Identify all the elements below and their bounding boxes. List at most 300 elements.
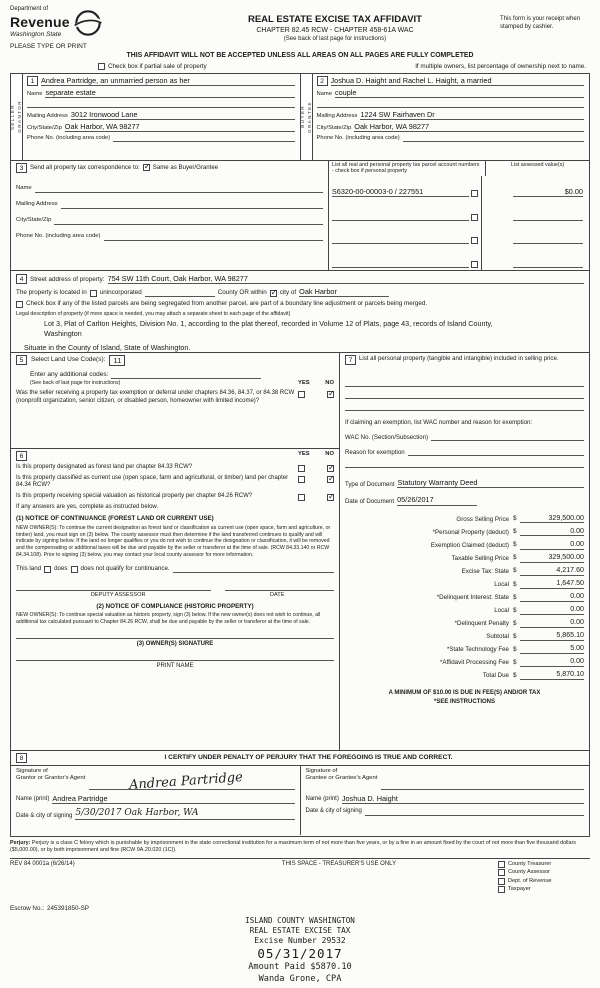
grantor-signature-handwriting: Andrea Partridge [128,770,244,794]
seller-phone-field[interactable] [113,134,294,142]
located-in-label: The property is located in [16,289,87,297]
dollar-sign: $ [513,645,517,653]
stamp-amount-paid: Amount Paid $5870.10 [248,962,352,973]
notice-continuance-text: NEW OWNER(S): To continue the current designation as forest land or classification as current use (open space, farm and agriculture, or timber) land, you must sign on (3) below. The county assessor must then determine if the land transferred continues to qualify and will indicate by signing below. If the land no longer qualifies or you do not wish to continue the designation or classification, it will be removed and the compensating or additional taxes will be due and payable by the seller or transferor at the time of sale. (RCW 84.33.140 or RCW 84.34.108). Prior to signing (3) below, you may contact your local county assessor for more information. [16,524,331,558]
parties-row [10,73,590,161]
agency-logo-row [10,6,170,39]
seller-csz-row [27,122,295,132]
money-row-subtotal [345,631,584,641]
deputy-assessor-signature-field[interactable] [16,583,211,591]
corr-phone-label: Phone No. (including area code) [16,233,101,240]
money-row-exemption [345,540,584,550]
delinquent-interest-local-label: Local [494,607,509,614]
additional-codes-field[interactable] [111,371,261,379]
stamp-county-line: ISLAND COUNTY WASHINGTON [245,916,355,925]
date-label: DATE [269,591,285,598]
corr-phone-field[interactable] [104,233,323,241]
if-yes-note: If any answers are yes, complete as instructed below. [16,503,159,510]
county-or-within-label: County OR within [217,289,267,297]
qualify-pre-label: This land [16,564,42,572]
date-of-document-field[interactable]: 05/26/2017 [397,495,477,505]
grantor-agent-label: Grantor or Grantor's Agent [16,775,86,782]
grantor-signature-labels [16,768,85,790]
seller-side-label [11,74,23,160]
city-checkbox[interactable] [270,290,277,297]
deferral-no-checkbox[interactable] [327,391,334,398]
exemption-claimed-value[interactable]: 0.00 [520,540,584,550]
taxpayer-option [498,886,590,893]
treasurer-stamp [0,916,600,985]
land-designation-section [10,449,340,751]
current-use-no-checkbox[interactable] [327,476,334,483]
partial-sale-checkbox[interactable] [98,63,105,70]
land-use-section [10,353,340,449]
reason-label: Reason for exemption [345,448,405,456]
parcel-number-field[interactable] [332,236,470,244]
segregated-label: Check box if any of the listed parcels are being segregated from another parcel, are part of a boundary line adjustment or parcels being merged. [26,299,428,307]
grantor-date-city-row [16,808,295,820]
deputy-assessor-label: DEPUTY ASSESSOR [90,591,146,598]
certify-row [11,751,589,766]
parcel-headers-row [329,161,589,176]
assessed-value-field[interactable]: $0.00 [513,187,583,197]
deferral-answer-boxes [298,390,334,398]
money-row-delinquent-penalty [345,618,584,628]
excise-tax-state-value[interactable]: 4,217.60 [520,566,584,576]
personal-property-checkbox[interactable] [471,261,478,268]
escrow-row [10,905,590,913]
forest-no-checkbox[interactable] [327,465,334,472]
send-correspondence-label: Send all property tax correspondence to: [30,163,140,171]
seller-csz-field[interactable]: Oak Harbor, WA 98277 [65,122,295,132]
partial-sale-label: Check box if partial sale of property [108,62,207,70]
grantor-signature-field[interactable] [89,768,294,794]
section-8-number: 8 [16,753,27,763]
buyer-name-extra-row [317,100,585,108]
seller-name-row [27,76,295,86]
grantee-date-city-field[interactable] [365,808,584,816]
seller-mailing-label: Mailing Address [27,112,68,119]
land-use-label: Select Land Use Code(s): [31,356,106,364]
delinquent-interest-local-value[interactable]: 0.00 [520,605,584,615]
money-row-processing-fee [345,657,584,667]
county-name-field[interactable] [145,289,215,297]
taxable-selling-price-value[interactable]: 329,500.00 [520,553,584,563]
wac-row [345,433,584,441]
parcel-number-cell [329,199,482,223]
does-not-label: does not qualify for continuance. [80,564,170,572]
buyer-name-field[interactable]: Joshua D. Haight and Rachel L. Haight, a married [331,76,585,86]
unincorporated-checkbox[interactable] [90,290,97,297]
grantor-name-row [16,794,295,804]
middle-columns [10,353,590,751]
grantee-signature-column [300,766,590,835]
seller-name-extra-field[interactable] [27,100,295,108]
buyer-side-label [301,74,313,160]
name-print-label: Name (print) [305,796,339,803]
county-assessor-option [498,869,590,876]
section-4-number: 4 [16,274,27,284]
grantee-agent-label: Grantee or Grantee's Agent [305,775,378,782]
agency-state-label: Washington State [10,31,62,38]
date-city-label: Date & city of signing [16,812,73,819]
additional-codes-row [30,371,334,379]
money-row-delinquent-interest-local [345,605,584,615]
wac-field[interactable] [431,433,584,441]
assessed-value-cell [481,246,589,270]
land-use-row [16,355,334,366]
owner-signature-field[interactable] [16,638,334,639]
section-1-number: 1 [27,76,38,86]
seller-mailing-field[interactable]: 3012 Ironwood Lane [71,110,295,120]
please-type-or-print-note: PLEASE TYPE OR PRINT [10,43,87,51]
seller-name-field[interactable]: Andrea Partridge, an unmarried person as her [41,76,295,86]
money-row-excise-local [345,579,584,589]
corr-name-field[interactable] [35,185,323,193]
parcel-number-field[interactable] [332,260,470,268]
excise-tax-state-label: Excise Tax: State [461,567,509,575]
see-back-note: (See back of last page for instructions) [30,380,121,387]
legal-description-value[interactable]: Lot 3, Plat of Carlton Heights, Division No. 1, according to the plat thereof, recorded in Volume 12 of Plats, page 43, records of Island County, Washington [44,319,493,339]
exemption-claimed-label: Exemption Claimed (deduct) [430,541,509,549]
stamp-cashier-name: Wanda Grone, CPA [258,973,342,984]
corr-csz-field[interactable] [54,217,323,225]
buyer-csz-field[interactable]: Oak Harbor, WA 98277 [354,122,584,132]
dollar-sign: $ [513,515,517,523]
personal-property-checkbox[interactable] [471,214,478,221]
taxable-selling-price-label: Taxable Selling Price [451,554,509,562]
grantee-signature-row [306,768,585,790]
corr-mailing-row [16,201,323,209]
owners-signature-label: (3) OWNER(S) SIGNATURE [136,640,214,647]
qualify-blank-field[interactable] [173,565,334,573]
left-column [10,353,340,751]
parcel-number-field[interactable]: S6320-00-00003-0 / 227551 [332,187,470,197]
dept-of-revenue-option [498,878,590,885]
minimum-fee-note [345,689,584,706]
additional-codes-label: Enter any additional codes: [30,371,109,379]
buyer-phone-field[interactable] [403,134,584,142]
does-not-checkbox[interactable] [71,566,78,573]
grantee-date-city-row [306,808,585,816]
agency-dept-of-label: Department of [10,6,49,12]
situate-line: Situate in the County of Island, State of Washington. [24,342,191,352]
reason-extra-field[interactable] [345,456,584,468]
stamp-excise-number: Excise Number 29532 [254,935,346,945]
current-use-yes-checkbox[interactable] [298,476,305,483]
forest-yes-checkbox[interactable] [298,465,305,472]
dollar-sign: $ [513,606,517,614]
forest-land-answers [298,464,334,472]
seller-fields [23,74,300,160]
multiple-owners-note: If multiple owners, list percentage of ownership next to name. [415,62,586,70]
deputy-assessor-date-field[interactable] [225,583,334,591]
assessed-value-field[interactable] [513,236,583,244]
corr-phone-row [16,233,323,241]
seller-name-label: Name [27,90,43,97]
historic-yes-checkbox[interactable] [298,494,305,501]
yes-label: YES [298,380,310,387]
parcel-row [329,223,589,247]
form-header [10,6,590,51]
does-checkbox[interactable] [44,566,51,573]
notice-continuance-title: (1) NOTICE OF CONTINUANCE (FOREST LAND OR CURRENT USE) [16,515,214,523]
subtotal-label: Subtotal [486,633,509,641]
section-6-header-row [16,451,334,461]
delinquent-penalty-value[interactable]: 0.00 [520,618,584,628]
seller-name-field-2[interactable]: separate estate [45,88,294,98]
deferral-question-text: Was the seller receiving a property tax exemption or deferral under chapters 84.36, 84.37, or 84.38 RCW (nonprofit organization, senior citizen, or disabled person, homeowner with limited income)? [16,390,295,404]
street-address-row [16,274,584,284]
see-instructions-note: (See back of last page for instructions) [283,35,387,42]
buyer-csz-label: City/State/Zip [316,124,352,131]
assessed-value-field[interactable] [513,213,583,221]
perjury-label: Perjury: [10,839,31,846]
money-row-excise-state [345,566,584,576]
grantee-name-field[interactable]: Joshua D. Haight [342,794,584,804]
personal-property-deduct-label: *Personal Property (deduct) [432,528,509,536]
parcel-row [329,199,589,223]
name-print-label: Name (print) [16,796,50,803]
receipt-note: This form is your receipt when stamped by cashier. [500,16,581,30]
assessed-value-cell [481,199,589,223]
corr-csz-label: City/State/Zip [16,217,52,224]
seller-side-word-1: SELLER [10,103,16,130]
date-city-label: Date & city of signing [305,808,362,815]
money-row-taxable [345,553,584,563]
buyer-mailing-label: Mailing Address [316,112,358,119]
parcel-number-cell [329,246,482,270]
personal-property-deduct-value[interactable]: 0.00 [520,527,584,537]
type-of-document-row [345,478,584,488]
excise-tax-local-label: Local [494,580,509,588]
city-of-label: city of [279,289,297,297]
personal-property-field[interactable] [345,387,584,399]
right-column [340,353,590,751]
escrow-value: 245391850-SP [46,904,89,912]
property-location-section [10,271,590,353]
send-correspondence-row [16,163,323,173]
dollar-sign: $ [513,671,517,679]
signature-of-label: Signature of [305,767,338,774]
parcel-number-field[interactable] [332,213,470,221]
seller-name-extra-row [27,100,295,108]
state-technology-fee-value[interactable]: 5.00 [520,644,584,654]
print-name-field[interactable] [16,660,334,661]
city-name-field[interactable]: Oak Harbor [299,287,389,297]
dollar-sign: $ [513,567,517,575]
reason-field[interactable] [408,448,584,456]
corr-name-label: Name [16,185,32,192]
section-3-number: 3 [16,163,27,173]
yes-no-header [298,451,334,458]
grantor-signature-row [16,767,295,794]
acceptance-warning: THIS AFFIDAVIT WILL NOT BE ACCEPTED UNLESS ALL AREAS ON ALL PAGES ARE FULLY COMPLETED [126,52,474,60]
buyer-side-word-2: GRANTEE [306,100,312,133]
exemption-note: If claiming an exemption, list WAC number and reason for exemption: [345,418,533,426]
see-instructions-text: *SEE INSTRUCTIONS [433,698,495,705]
unincorporated-label: unincorporated [99,289,142,297]
agency-text [10,6,70,39]
money-row-total-due [345,670,584,680]
total-due-value[interactable]: 5,870.10 [520,670,584,680]
corr-csz-row [16,217,323,225]
agency-name: Revenue [10,13,70,30]
treasurer-space-label: THIS SPACE - TREASURER'S USE ONLY [281,860,397,867]
taxpayer-checkbox[interactable] [498,886,505,893]
personal-property-field[interactable] [345,399,584,411]
forest-land-question-row [16,464,334,472]
certify-statement: I CERTIFY UNDER PENALTY OF PERJURY THAT THE FOREGOING IS TRUE AND CORRECT. [164,753,453,761]
seller-grantor-section [10,73,301,161]
located-in-row [16,287,584,297]
seller-name-row-2 [27,88,295,98]
parcel-numbers-header: List all real and personal property tax parcel account numbers - check box if personal property [331,161,480,175]
dollar-sign: $ [513,619,517,627]
buyer-mailing-field[interactable]: 1224 SW Fairhaven Dr [360,110,584,120]
legal-description-label: Legal description of property (if more space is needed, you may attach a separate sheet to each page of the affidavit) [16,310,291,317]
subtotal-value[interactable]: 5,865.10 [520,631,584,641]
grantor-name-field[interactable]: Andrea Partridge [52,794,294,804]
personal-property-checkbox[interactable] [471,237,478,244]
perjury-statement [10,840,590,854]
historic-question-row [16,493,334,501]
personal-property-label: List all personal property (tangible and intangible) included in selling price. [359,354,559,362]
date-of-document-label: Date of Document [345,497,395,505]
buyer-mailing-row [317,110,585,120]
personal-property-checkbox[interactable] [471,190,478,197]
type-of-document-label: Type of Document [345,480,395,488]
grantor-date-city-field[interactable]: 5/30/2017 Oak Harbor, WA [75,808,294,820]
street-address-field[interactable]: 754 SW 11th Court, Oak Harbor, WA 98277 [108,274,584,284]
seller-csz-label: City/State/Zip [27,124,62,131]
deputy-assessor-lines [16,583,334,591]
tax-correspondence-section [10,161,590,271]
money-rows [345,514,584,684]
land-use-code-field[interactable]: 11 [109,355,125,366]
parcel-number-cell [329,176,482,200]
dollar-sign: $ [513,528,517,536]
see-back-row [16,380,334,387]
money-row-technology-fee [345,644,584,654]
dollar-sign: $ [513,580,517,588]
affidavit-processing-fee-label: *Affidavit Processing Fee [439,659,509,667]
seller-phone-row [27,134,295,142]
qualify-row [16,565,334,573]
assessed-value-cell [481,223,589,247]
money-row-personal-property [345,527,584,537]
stamp-reet-line: REAL ESTATE EXCISE TAX [249,925,351,935]
buyer-name-label: Name [316,90,332,97]
yes-no-header [298,380,334,387]
parcel-numbers-block [329,161,589,270]
rev-number: REV 84 0001a (6/26/14) [10,860,75,867]
excise-tax-local-value[interactable]: 1,647.50 [520,579,584,589]
selling-price-section [340,353,590,751]
same-as-buyer-label: Same as Buyer/Grantee [152,163,219,171]
grantor-signature-column [11,766,300,835]
dollar-sign: $ [513,541,517,549]
dept-of-revenue-checkbox[interactable] [498,878,505,885]
grantee-signature-field[interactable] [381,768,584,790]
segregated-row [16,300,584,308]
section-7-number: 7 [345,355,356,365]
dollar-sign: $ [513,632,517,640]
money-row-gross [345,514,584,524]
form-subtitle: CHAPTER 82.45 RCW - CHAPTER 458-61A WAC [256,26,414,34]
type-of-document-field[interactable]: Statutory Warranty Deed [397,478,584,488]
grantee-signature-labels [306,768,378,790]
deputy-assessor-captions [16,592,334,599]
notice-compliance-text: NEW OWNER(S): To continue special valuation as historic property, sign (3) below. If the new owner(s) does not wish to continue, all additional tax calculated pursuant to Chapter 84.26 RCW, shall be due and payable by the seller or transferor at the time of sale. [16,612,321,626]
parcel-number-cell [329,223,482,247]
delinquent-interest-state-value[interactable]: 0.00 [520,592,584,602]
money-row-delinquent-interest-state [345,592,584,602]
distribution-checkboxes [498,861,590,895]
buyer-name-row [317,76,585,86]
signatures-section [10,751,590,837]
buyer-name-field-2[interactable]: couple [335,88,584,98]
historic-no-checkbox[interactable] [327,494,334,501]
partial-sale-row [98,63,590,71]
corr-mailing-field[interactable] [61,201,323,209]
stamp-date: 05/31/2017 [257,946,343,962]
county-treasurer-checkbox[interactable] [498,861,505,868]
reason-row [345,448,584,456]
county-treasurer-option [498,861,590,868]
corr-name-row [16,185,323,193]
assessed-value-field[interactable] [513,260,583,268]
dept-of-revenue-label: Dept. of Revenue [508,877,552,884]
no-label: NO [325,380,334,387]
assessed-value-cell [481,176,589,200]
current-use-answers [298,475,334,483]
dollar-sign: $ [513,593,517,601]
segregated-checkbox[interactable] [16,301,23,308]
seller-phone-label: Phone No. (including area code) [27,134,111,141]
form-title-block [170,6,500,43]
current-use-question: Is this property classified as current use (open space, farm and agricultural, or timber) land per chapter 84.34 RCW? [16,474,289,489]
personal-property-field[interactable] [345,375,584,387]
corr-mailing-label: Mailing Address [16,201,58,208]
historic-answers [298,493,334,501]
street-address-label: Street address of property: [30,275,105,283]
county-assessor-label: County Assessor [508,869,550,876]
delinquent-penalty-label: *Delinquent Penalty [454,620,509,628]
buyer-name-row-2 [317,88,585,98]
section-6-number: 6 [16,451,27,461]
correspondence-address-block [11,161,329,270]
gross-selling-price-value[interactable]: 329,500.00 [520,514,584,524]
print-name-label: PRINT NAME [156,663,194,670]
personal-property-row [345,355,584,365]
buyer-fields [313,74,590,160]
yes-label: YES [298,450,310,457]
affidavit-processing-fee-value[interactable]: 0.00 [520,657,584,667]
buyer-name-extra-field[interactable] [317,100,585,108]
delinquent-interest-state-label: *Delinquent Interest: State [436,593,509,601]
county-assessor-checkbox[interactable] [498,869,505,876]
buyer-grantee-section [301,73,591,161]
deferral-yes-checkbox[interactable] [298,391,305,398]
buyer-side-word-1: BUYER [299,105,305,129]
same-as-buyer-checkbox[interactable] [143,164,150,171]
notice-compliance-title: (2) NOTICE OF COMPLIANCE (HISTORIC PROPERTY) [96,602,254,610]
grantee-name-row [306,794,585,804]
assessed-values-header: List assessed value(s) [485,161,589,176]
dollar-sign: $ [513,554,517,562]
agency-block [10,6,170,51]
